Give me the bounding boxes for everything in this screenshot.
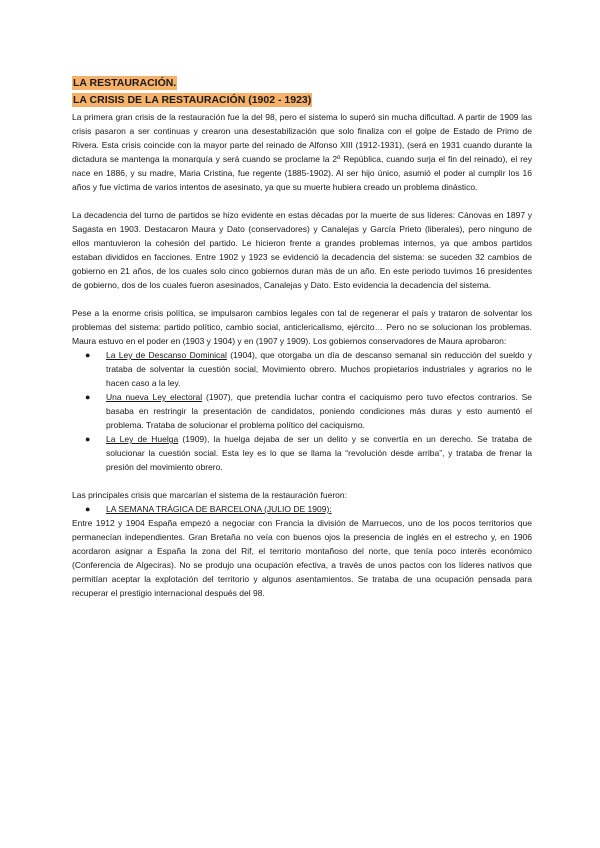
list-item bbox=[72, 348, 532, 390]
paragraph-reformas: Pese a la enorme crisis política, se impulsaron cambios legales con tal de regenerar el país y trataron de solventar los problemas del sistema: partido político, cambio social, anticlericalismo, ejército… Pero no se solucionan los problemas. Maura estuvo en el poder en (1903 y 1904) y en (1907 y 1909). Los gobiernos conservadores de Maura aprobaron: bbox=[72, 308, 532, 346]
bullet-icon: ● bbox=[85, 434, 91, 444]
list-item bbox=[72, 390, 532, 432]
spacer bbox=[72, 474, 532, 488]
law-name: Una nueva Ley electoral bbox=[106, 392, 203, 402]
law-name: La Ley de Descanso Dominical bbox=[106, 350, 227, 360]
list-item bbox=[72, 432, 532, 474]
law-description: (1904), que otorgaba un día de descanso semanal sin reducción del sueldo y trataba de solventar la cuestión social, Movimiento obrero. Muchos propietarios industriales y agrarios no le hacen caso a la ley. bbox=[106, 350, 532, 388]
document-subtitle: LA CRISIS DE LA RESTAURACIÓN (1902 - 1923) bbox=[73, 94, 312, 106]
spacer bbox=[72, 194, 532, 208]
subtitle-line bbox=[72, 93, 532, 110]
paragraph-crisis-intro: Las principales crisis que marcarían el sistema de la restauración fueron: bbox=[72, 490, 347, 500]
document-title: LA RESTAURACIÓN. bbox=[73, 77, 177, 89]
paragraph-marruecos: Entre 1912 y 1904 España empezó a negociar con Francia la división de Marruecos, uno de los pocos territorios que permanecían independientes. Gran Bretaña no veía con buenos ojos la presencia de inglés en el estrecho y, en 1906 acordaron asignar a España la zona del Rif, el territorio montañoso del norte, que tenía poco interés económico (Conferencia de Algeciras). No se produjo una ocupación efectiva, a través de unos pactos con los líderes nativos que permitían aceptar la explotación del territorio y algunos asentamientos. Se trataba de una ocupación pensada para recuperar el prestigio internacional después del 98. bbox=[72, 518, 532, 598]
laws-list bbox=[72, 348, 532, 474]
law-description: (1909), la huelga dejaba de ser un delito y se convertía en un derecho. Se trataba de solucionar la cuestión social. Esta ley es lo que se llama la “revolución desde arriba”, y trataba de frenar la presión del movimiento obrero. bbox=[106, 434, 532, 472]
paragraph-intro: La primera gran crisis de la restauración fue la del 98, pero el sistema lo superó sin mucha dificultad. A partir de 1909 las crisis pasaron a ser continuas y crearon una desestabilización que solo finaliza con el golpe de Estado de Primo de Rivera. Esta crisis coincide con la mayor parte del reinado de Alfonso XIII (1912-1931), (será en 1931 cuando durante la dictadura se mantenga la monarquía y será cuando se proclame la 2º República, cuando surja el fin del reinado), el rey nace en 1886, y su madre, Maria Cristina, fue regente (1885-1902). Al ser hijo único, asumió el poder al cumplir los 16 años y fue víctima de varios intentos de asesinato, ya que su muerte hubiera creado un problema dinástico. bbox=[72, 112, 532, 192]
spacer bbox=[72, 292, 532, 306]
title-line bbox=[72, 76, 532, 93]
paragraph-decadencia: La decadencia del turno de partidos se hizo evidente en estas décadas por la muerte de sus líderes: Cánovas en 1897 y Sagasta en 1903. Destacaron Maura y Dato (conservadores) y Canalejas y García Prieto (liberales), pero ninguno de ellos mantuvieron la cohesión del partido. Le hicieron frente a grandes problemas internos, ya que ambos partidos estaban divididos en facciones. Entre 1902 y 1923 se evidenció la decadencia del sistema: se suceden 32 cambios de gobierno en 21 años, de los cuales solo cinco gobiernos duran más de un año. En este periodo tuvimos 16 presidentes de gobierno, dos de los cuales fueron asesinados, Canalejas y Dato. Esto evidencia la decadencia del sistema. bbox=[72, 210, 532, 290]
bullet-icon: ● bbox=[85, 350, 91, 360]
law-name: La Ley de Huelga bbox=[106, 434, 179, 444]
section-heading-item bbox=[72, 502, 532, 516]
document-body bbox=[72, 76, 532, 600]
bullet-icon: ● bbox=[85, 504, 91, 514]
bullet-icon: ● bbox=[85, 392, 91, 402]
law-description: (1907), que pretendía luchar contra el caciquismo pero tuvo efectos contrarios. Se basaba en restringir la presentación de candidatos, poniendo condiciones más duras y esto aumentó el problema. Trataba de solucionar el problema político del caciquismo. bbox=[106, 392, 532, 430]
section-heading: LA SEMANA TRÁGICA DE BARCELONA (JULIO DE 1909): bbox=[106, 504, 332, 514]
